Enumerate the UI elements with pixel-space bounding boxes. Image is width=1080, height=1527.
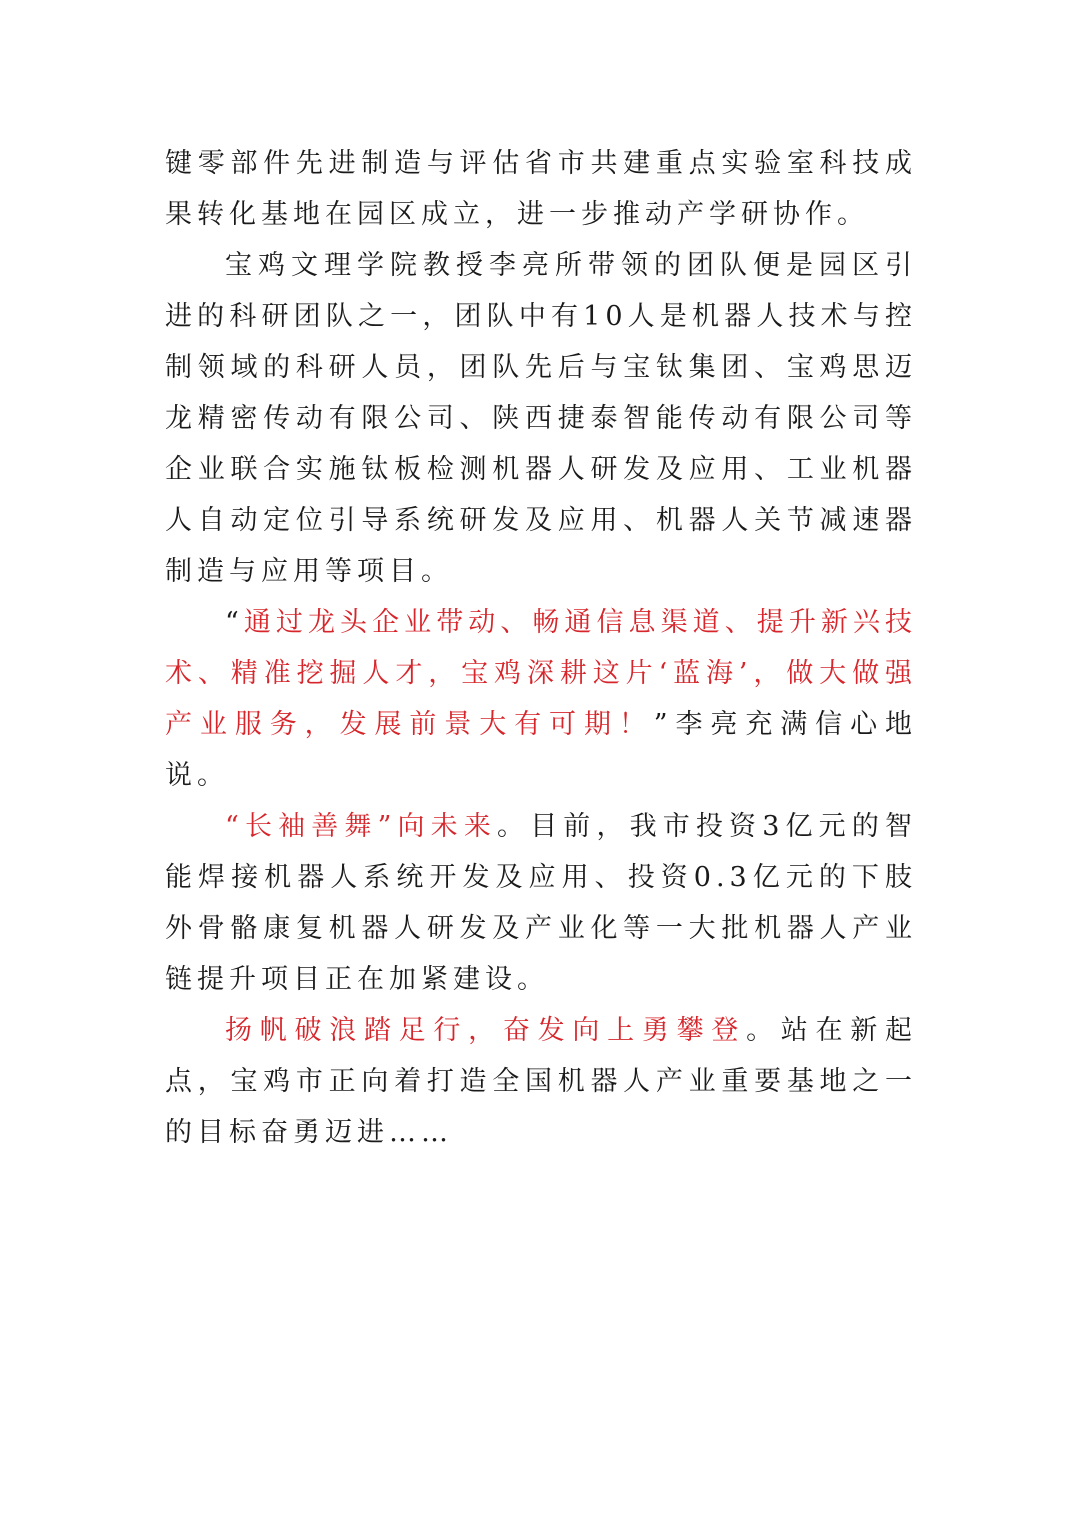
highlighted-quote: 通过龙头企业带动、畅通信息渠道、提升新兴技术、精准挖掘人才，宝鸡深耕这片‘蓝海’，做大做强产业服务，发展前景大有可期！ bbox=[165, 607, 917, 740]
highlighted-lead: “长袖善舞”向未来 bbox=[225, 811, 497, 842]
paragraph-3-quote bbox=[165, 597, 917, 801]
highlighted-lead: 扬帆破浪踏足行，奋发向上勇攀登 bbox=[225, 1015, 747, 1046]
paragraph-4 bbox=[165, 801, 917, 1005]
paragraph-2 bbox=[165, 240, 917, 597]
open-quote-mark: “ bbox=[225, 607, 244, 638]
paragraph-1 bbox=[165, 138, 917, 240]
paragraph-5 bbox=[165, 1005, 917, 1158]
quote-attribution: ”李亮充满信心地说。 bbox=[165, 709, 917, 791]
paragraph-5-text: 。站在新起点，宝鸡市正向着打造全国机器人产业重要基地之一的目标奋勇迈进…… bbox=[165, 1015, 918, 1148]
article-body bbox=[165, 138, 917, 1158]
paragraph-4-text: 。目前，我市投资3亿元的智能焊接机器人系统开发及应用、投资0.3亿元的下肢外骨骼康复机器人研发及产业化等一大批机器人产业链提升项目正在加紧建设。 bbox=[165, 811, 917, 995]
paragraph-2-text: 宝鸡文理学院教授李亮所带领的团队便是园区引进的科研团队之一，团队中有10人是机器人技术与控制领域的科研人员，团队先后与宝钛集团、宝鸡思迈龙精密传动有限公司、陕西捷泰智能传动有限公司等企业联合实施钛板检测机器人研发及应用、工业机器人自动定位引导系统研发及应用、机器人关节减速器制造与应用等项目。 bbox=[165, 250, 917, 587]
paragraph-1-text: 键零部件先进制造与评估省市共建重点实验室科技成果转化基地在园区成立，进一步推动产学研协作。 bbox=[165, 148, 917, 230]
